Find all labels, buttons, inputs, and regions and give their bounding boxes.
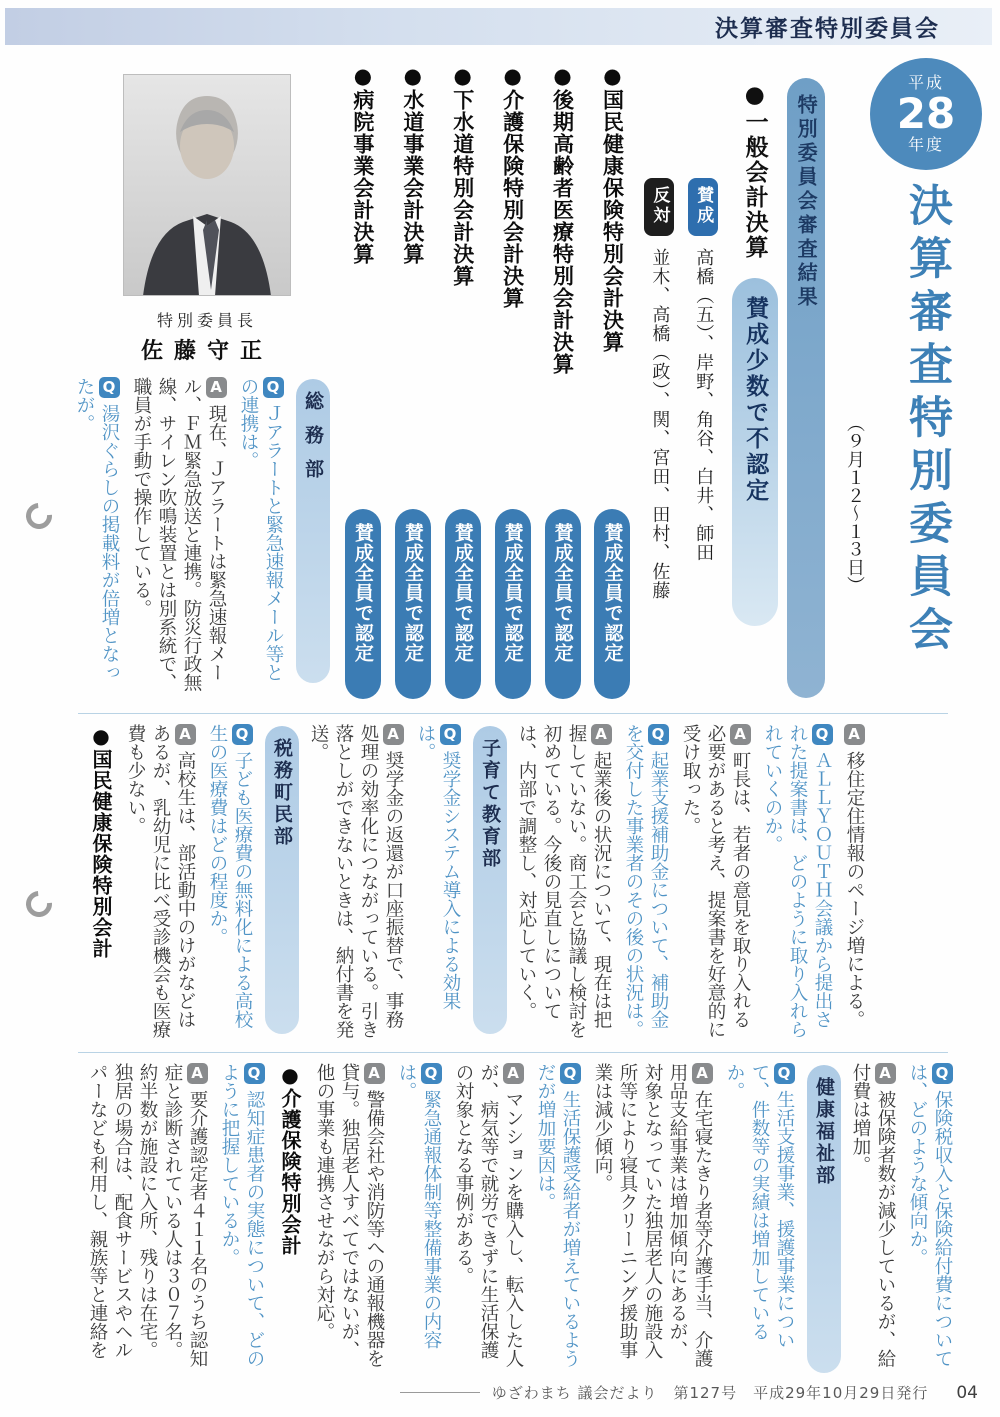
- qa-band-2: [78, 724, 867, 1042]
- question-item: Q生活保護受給者が増えているようだが増加要因は。: [535, 1063, 581, 1368]
- q-icon: Q: [244, 1063, 265, 1084]
- answer-item: A起業後の状況について、現在は把握していない。商工会と協議し検討を初めている。今後の見直しについては、内部で調整し、対応していく。: [516, 724, 612, 1039]
- soumu-section: [74, 377, 336, 695]
- general-account-heading: ●一般会計決算: [741, 82, 768, 260]
- chair-photo: [123, 74, 291, 296]
- committee-summary-band: [74, 58, 985, 703]
- approved-result-banner: 賛成全員で認定: [545, 509, 581, 699]
- page-footer: [78, 1382, 978, 1403]
- section-bar-soumu: 総務部: [296, 379, 330, 683]
- question-item: Q起業支援補助金について、補助金を交付した事業者のその後の状況は。: [623, 724, 669, 1039]
- question-item: Q緊急通報体制等整備事業の内容は。: [396, 1063, 442, 1349]
- q-icon: Q: [932, 1063, 953, 1084]
- band-divider: [78, 1052, 948, 1053]
- oppose-column: [639, 58, 679, 703]
- badge-suffix: 年度: [907, 135, 944, 155]
- q-icon: Q: [560, 1063, 581, 1084]
- approve-badge: 賛成: [688, 178, 718, 236]
- chair-role-caption: 特別委員長: [156, 311, 257, 330]
- q-icon: Q: [812, 724, 833, 745]
- question-item: Q奨学金システム導入による効果は。: [415, 724, 461, 1010]
- a-icon: A: [844, 724, 865, 745]
- account-column-suido: [390, 58, 436, 703]
- account-heading: ●介護保険特別会計決算: [500, 64, 525, 309]
- answer-item: Aマンションを購入し、転入した人が、病気等で就労できずに生活保護の対象となる事例がある。: [453, 1063, 524, 1368]
- punch-hole: [21, 886, 58, 923]
- account-column-byoin: [340, 58, 386, 703]
- footer-rule: [400, 1392, 480, 1393]
- section-bar-kenko: 健康福祉部: [807, 1065, 841, 1373]
- a-icon: A: [206, 377, 227, 398]
- approved-result-banner: 賛成全員で認定: [594, 509, 630, 699]
- q-icon: Q: [774, 1063, 795, 1084]
- page-title: 決算審査特別委員会: [900, 182, 952, 659]
- question-item: QＪアラートと緊急速報メール等との連携は。: [238, 377, 284, 682]
- approved-result-banner: 賛成全員で認定: [445, 509, 481, 699]
- q-icon: Q: [421, 1063, 442, 1084]
- chair-name-caption: 佐藤守正: [140, 339, 273, 364]
- approve-column: [683, 58, 723, 703]
- question-item: QＡＬＬＹＯＵＴＨ会議から提出された提案書は、どのように取り入れられていくのか。: [762, 724, 833, 1039]
- oppose-names: 並木、高橋（政）、関、宮田、田村、佐藤: [649, 248, 671, 600]
- question-item: Q認知症患者の実態について、どのように把握しているか。: [219, 1063, 265, 1368]
- account-column-kokuho: [589, 58, 635, 703]
- answer-item: A高校生は、部活動中のけがなどはあるが、乳幼児に比べ受診機会も医療費も少ない。: [125, 724, 196, 1039]
- account-heading: ●下水道特別会計決算: [450, 64, 475, 287]
- subheading-kokuho: ●国民健康保険特別会計: [89, 724, 113, 959]
- q-icon: Q: [99, 377, 120, 398]
- answer-item: A警備会社や消防等への通報機器を貸与。独居老人すべてではないが、他の事業も連携させながら対応。: [314, 1063, 385, 1368]
- account-column-kaigo: [490, 58, 536, 703]
- result-bar-column: [787, 58, 831, 703]
- account-column-gesuido: [440, 58, 486, 703]
- section-bar-kosodate: 子育て教育部: [473, 726, 507, 1034]
- chair-photo-block: [78, 58, 336, 365]
- account-heading: ●水道事業会計決算: [400, 64, 425, 265]
- q-icon: Q: [232, 724, 253, 745]
- title-main: [867, 58, 985, 703]
- a-icon: A: [503, 1063, 524, 1084]
- page-header-title: 決算審査特別委員会: [715, 16, 940, 42]
- oppose-badge: 反対: [644, 178, 674, 236]
- answer-item: A移住定住情報のページ増による。: [844, 725, 865, 1029]
- band-divider: [78, 713, 948, 714]
- a-icon: A: [692, 1063, 713, 1084]
- q-icon: Q: [648, 724, 669, 745]
- question-item: Q湯沢ぐらしの掲載料が倍増となったが。: [74, 377, 120, 682]
- question-item: Q保険税収入と保険給付費については、どのような傾向か。: [907, 1063, 953, 1368]
- review-result-bar: 特別委員会審査結果: [787, 78, 825, 698]
- title-block: [835, 58, 985, 703]
- answer-item: A現在、Ｊアラートは緊急速報メール、ＦＭ緊急放送と連携。防災行政無線、サイレン吹鳴装置とは別系統で、職員が手動で操作している。: [131, 377, 227, 692]
- footer-page-number: 04: [956, 1382, 978, 1403]
- approved-result-banner: 賛成全員で認定: [495, 509, 531, 699]
- page-content: [74, 58, 985, 1375]
- badge-year: 28: [896, 88, 956, 138]
- q-icon: Q: [440, 724, 461, 745]
- subheading-kaigo: ●介護保険特別会計: [278, 1063, 302, 1256]
- page-header: [5, 8, 992, 45]
- general-account-column: [727, 58, 783, 703]
- a-icon: A: [364, 1063, 385, 1084]
- a-icon: A: [730, 724, 751, 745]
- chair-and-soumu-column: [74, 58, 336, 703]
- a-icon: A: [175, 724, 196, 745]
- answer-item: A被保険者数が減少しているが、給付費は増加。: [850, 1063, 896, 1368]
- approved-result-banner: 賛成全員で認定: [345, 509, 381, 699]
- answer-item: A町長は、若者の意見を取り入れる必要があると考え、提案書を好意的に受け取った。: [680, 724, 751, 1039]
- a-icon: A: [875, 1063, 896, 1084]
- q-icon: Q: [263, 377, 284, 398]
- answer-item: A要介護認定者４１１名のうち認知症と診断されている人は３０７名。約半数が施設に入所、残りは在宅。独居の場合は、配食サービスやヘルパーなども利用し、親族等と連絡を: [87, 1063, 208, 1368]
- approve-names: 高橋（五）、岸野、角谷、白井、師田: [693, 248, 715, 562]
- section-bar-zeimu: 税務町民部: [265, 726, 299, 1034]
- account-heading: ●国民健康保険特別会計決算: [600, 64, 625, 353]
- punch-hole: [21, 498, 58, 535]
- meeting-date-range: （９月１２〜１３日）: [843, 414, 865, 594]
- account-heading: ●後期高齢者医療特別会計決算: [550, 64, 575, 375]
- a-icon: A: [591, 724, 612, 745]
- fiscal-year-badge: [870, 58, 982, 170]
- account-column-kouki: [540, 58, 586, 703]
- qa-band-3: [78, 1063, 955, 1375]
- badge-era: 平成: [907, 72, 944, 92]
- answer-item: A在宅寝たきり者等介護手当、介護用品支給事業は増加傾向にあるが、対象となっていた独居老人の施設入所等により寝具クリーニング援助事業は減少傾向。: [592, 1063, 713, 1368]
- question-item: Q生活支援事業、援護事業について、件数等の実績は増加しているか。: [724, 1063, 795, 1349]
- approved-result-banner: 賛成全員で認定: [395, 509, 431, 699]
- a-icon: A: [383, 724, 404, 745]
- footer-publication: ゆざわまち 議会だより 第127号 平成29年10月29日発行: [491, 1384, 929, 1402]
- answer-item: A奨学金の返還が口座振替で、事務処理の効率化につながっている。引き落としができないときは、納付書を発送。: [308, 724, 404, 1039]
- unapproved-result-banner: 賛成少数で不認定: [732, 278, 778, 626]
- a-icon: A: [187, 1063, 208, 1084]
- question-item: Q子ども医療費の無料化による高校生の医療費はどの程度か。: [207, 724, 253, 1029]
- account-heading: ●病院事業会計決算: [350, 64, 375, 265]
